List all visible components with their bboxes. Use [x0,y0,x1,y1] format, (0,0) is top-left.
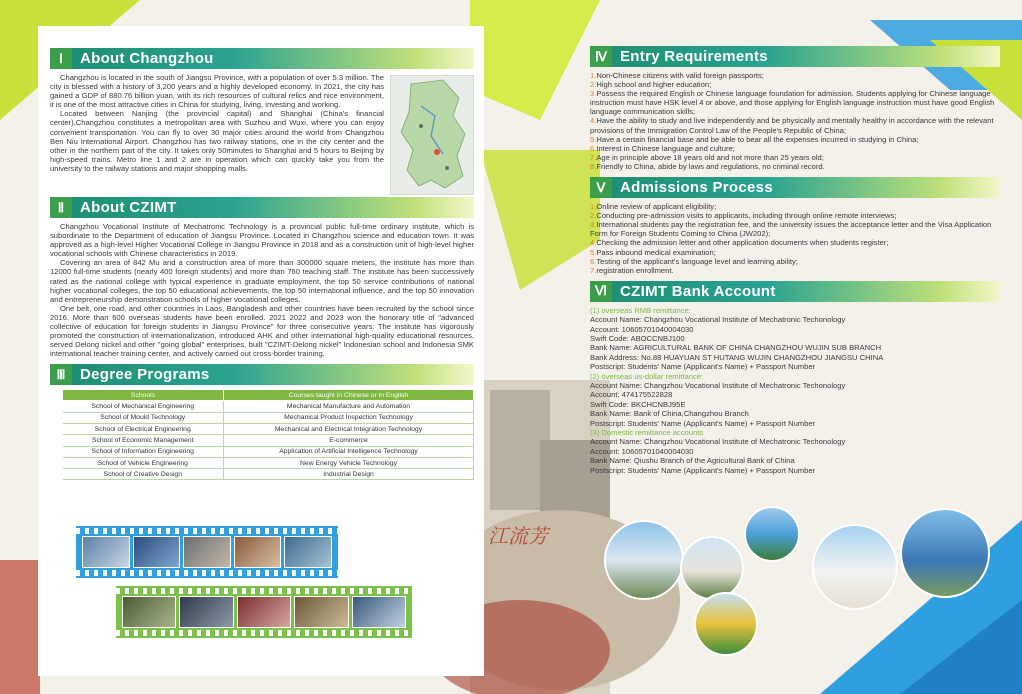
account-line: Swift Code: BKCHCNBJ95E [590,399,686,409]
list-item: 6.Interest in Chinese language and culture; [590,143,735,153]
account-line: Account: 474175522828 [590,390,673,400]
photo-film-strip [76,526,338,578]
section-title: About CZIMT [72,197,474,218]
section-number: Ⅲ [50,364,72,385]
section-title: Degree Programs [72,364,474,385]
course-cell: Application of Artificial Intelligence Technology [224,446,474,457]
course-cell: E-commerce [224,435,474,446]
section-title: Admissions Process [612,177,1000,198]
list-item: 4.Have the ability to study and live independently and be physically and mentally healthy in accordance with the relevant provisions of the Immigration Control Law of the People's Republic of China; [590,116,994,135]
section-number: Ⅱ [50,197,72,218]
course-cell: Mechanical Manufacture and Automation [224,401,474,412]
section-header-entry-requirements [590,46,1000,67]
paragraph: Located between Nanjing (the provincial capital) and Shanghai (China's financial center),Changzhou constitutes a metropolitan area with Suzhou and Wuxi, where you can enjoy convenient transportation. You can fly to over 30 major cities around the world from Changzhou Ben Niu International Airport. Changzhou has two railway stations, one in the city center and the other in the northern part of the city. It takes only 50minutes to Shanghai and 5 hours to Beijing by high-speed trains. Metro line 1 and 2 are in operation which can quickly take you from the university to the railway stations and major shopping malls. [50,109,384,173]
campus-photo [900,508,990,598]
table-header-row [63,390,474,401]
list-item: 2.Conducting pre-admission visits to applicants, including through online remote interviews; [590,211,897,221]
paragraph: Changzhou Vocational Institute of Mechatronic Technology is a provincial public full-time ordinary institute, which is subordinate to the Department of education of Jiangsu Province. Located in Changzhou science and education town. It was approved as a high-level Higher Vocational College in Jiangsu Province in 2018 and as a construction unit of high-level higher vocational schools with Chinese characteristics in 2019. [50,222,474,259]
left-page [38,26,484,676]
section-header-bank-account [590,281,1000,302]
list-item: 7.Age in principle above 18 years old and not more than 25 years old; [590,152,824,162]
column-header: Schools [63,390,224,401]
account-heading: (1) overseas RMB remittance: [590,305,691,315]
list-item: 5.Have a certain financial base and be able to bear all the expenses incurred in studying in China; [590,134,919,144]
table-row [63,446,474,457]
list-item: 2.High school and higher education; [590,80,712,90]
section-number: Ⅰ [50,48,72,69]
section-header-about-changzhou [50,48,474,69]
campus-photo [680,536,744,600]
account-line: Bank Name: Qiushu Branch of the Agricultural Bank of China [590,456,795,466]
school-cell: School of Creative Design [63,469,224,480]
photo-frame [284,536,332,568]
photo-frame [82,536,130,568]
account-line: Account: 10605701040004030 [590,446,694,456]
photo-frame [179,596,233,628]
school-cell: School of Mechanical Engineering [63,401,224,412]
school-cell: School of Electrical Engineering [63,424,224,435]
section-header-admissions-process [590,177,1000,198]
list-item: 3.International students pay the registration fee, and the university issues the acceptance letter and the Visa Application Form for Foreign Students Coming to China (JW202); [590,220,992,239]
paragraph: Changzhou is located in the south of Jiangsu Province, with a population of over 5.3 million. The city is blessed with a history of 3,200 years and a highly developed economy. In 2021, the city has gained a GDP of 880.76 billion yuan, with its rich resources of cultural relics and nice environment, it is one of the most attractive cities in China for studying, living, investing and working. [50,73,384,110]
list-item: 1.Non-Chinese citizens with valid foreign passports; [590,71,764,80]
account-line: Account Name: Changzhou Vocational Institute of Mechatronic Techonology [590,437,846,447]
admissions-process-list [590,202,1000,275]
table-row [63,401,474,412]
jiangsu-map-image [390,75,474,195]
section-header-degree-programs [50,364,474,385]
school-cell: School of Economic Management [63,435,224,446]
right-page [578,40,1008,480]
section-header-about-czimt [50,197,474,218]
photo-frame [234,536,282,568]
course-cell: Mechanical and Electrical Integration Technology [224,424,474,435]
school-cell: School of Vehicle Engineering [63,457,224,468]
account-heading: (3) Domestic remittance accounts [590,428,704,438]
section-number: Ⅵ [590,281,612,302]
list-item: 8.Friendly to China, abide by laws and regulations, no criminal record. [590,161,825,171]
school-cell: School of Information Engineering [63,446,224,457]
photo-frame [352,596,406,628]
account-line: Postscript: Students' Name (Applicant's Name) + Passport Number [590,362,816,372]
section-number: Ⅳ [590,46,612,67]
school-cell: School of Mould Technology [63,412,224,423]
account-line: Postscript: Students' Name (Applicant's Name) + Passport Number [590,465,816,475]
section-number: Ⅴ [590,177,612,198]
table-row [63,457,474,468]
list-item: 3.Possess the required English or Chinese language foundation for admission. Students applying for Chinese language instruction must have HSK level 4 or above, and those applying for English language instruction must have good English language communication skills; [590,89,995,117]
paragraph: Covering an area of 842 Mu and a construction area of more than 300000 square meters, the institute has more than 12000 full-time students (nearly 400 foreign students) and more than 760 teaching staff. The institute has been successively rated as the national college with typical experience in graduate employment, the top 50 service contributions of national higher vocational colleges, the top 50 educational achievements, the top 50 international influence, and the top 50 innovation and entrepreneurship demonstration schools of higher vocational colleges. [50,258,474,304]
account-line: Bank Name: Bank of China,Changzhou Branch [590,409,749,419]
course-cell: New Energy Vehicle Technology [224,457,474,468]
list-item: 7.registration enrollment. [590,265,674,275]
table-row [63,412,474,423]
campus-photo [604,520,684,600]
campus-photo [812,524,898,610]
degree-programs-table [62,389,474,480]
account-line: Bank Address: No.88 HUAYUAN ST HUTANG WUJIN CHANGZHOU JIANGSU CHINA [590,352,884,362]
account-line: Bank Name: AGRICULTURAL BANK OF CHINA CHANGZHOU WUJIN SUB BRANCH [590,343,882,353]
photo-film-strip [116,586,412,638]
photo-frame [122,596,176,628]
table-row [63,469,474,480]
stone-inscription: 江流芳 [488,524,548,548]
account-line: Account Name: Changzhou Vocational Institute of Mechatronic Techonology [590,315,846,325]
course-cell: Industrial Design [224,469,474,480]
list-item: 1.Online review of applicant eligibility; [590,202,717,212]
photo-frame [237,596,291,628]
photo-frame [294,596,348,628]
campus-photo [744,506,800,562]
column-header: Courses taught in Chinese or in English [224,390,474,401]
account-line: Account: 10605701040004030 [590,324,694,334]
photo-frame [183,536,231,568]
section-title: About Changzhou [72,48,474,69]
account-line: Swift Code: ABOCCNBJ100 [590,334,685,343]
section-title: Entry Requirements [612,46,1000,67]
section-title: CZIMT Bank Account [612,281,1000,302]
list-item: 4.Checking the admission letter and other application documents when students register; [590,238,889,248]
photo-frame [133,536,181,568]
course-cell: Mechanical Product Inspection Technology [224,412,474,423]
paragraph: One belt, one road, and other countries in Laos, Bangladesh and other countries have been recruited by the school since 2016. More than 600 overseas students have been enrolled. 2021 2022 and 2023 won the honorary title of "advanced collective of education for foreign students in Jiangsu Province" for three consecutive years. The institute has vigorously promoted the construction of internationalization, introduced AHK and other international high-quality educational resources, served Delong nickel and other "going global" enterprises, built "CZIMT-Delong nickel" Indonesian school and Indonesia SMK international teacher training center, and actively carried out cross-border training. [50,303,474,359]
account-heading: (2) overseas us-dollar remittance: [590,371,704,381]
table-row [63,435,474,446]
account-line: Postscript: Students' Name (Applicant's Name) + Passport Number [590,418,816,428]
account-line: Account Name: Changzhou Vocational Institute of Mechatronic Techonology [590,381,846,391]
about-changzhou-body [50,73,474,173]
bank-account-details [590,306,1000,475]
table-row [63,424,474,435]
list-item: 5.Pass inbound medical examination; [590,247,716,257]
entry-requirements-list [590,71,1000,171]
campus-photo [694,592,758,656]
list-item: 6.Testing of the applicant's language level and learning ability; [590,256,798,266]
